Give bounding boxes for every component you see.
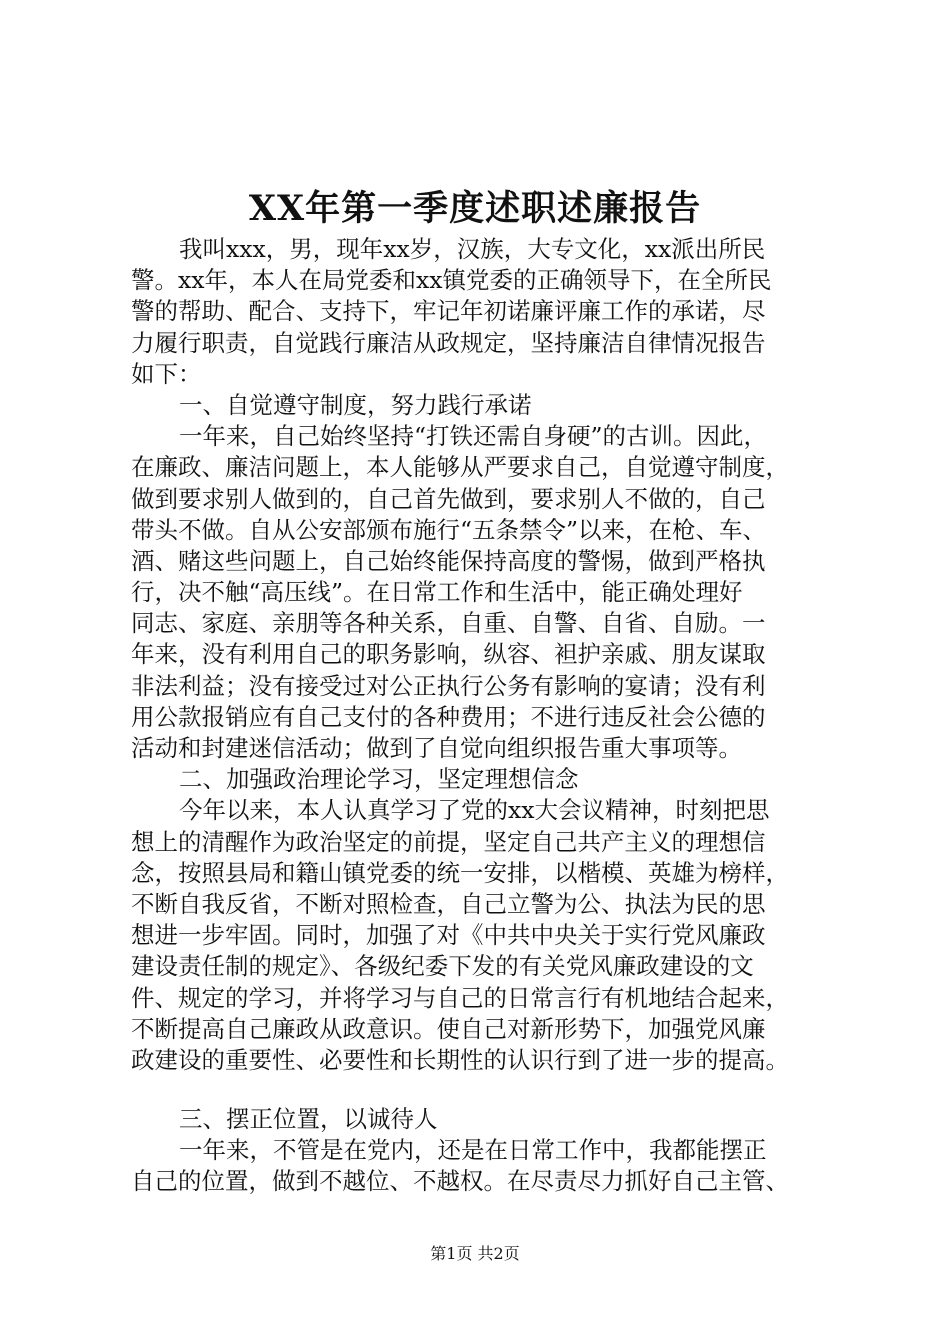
paragraph-line: 想进一步牢固。同时，加强了对《中共中央关于实行党风廉政 [131,921,766,950]
paragraph-line: 建设责任制的规定》、各级纪委下发的有关党风廉政建设的文 [131,952,754,981]
page-number-footer: 第1页 共2页 [430,1244,520,1263]
paragraph-gap [131,1076,851,1104]
section-heading: 二、加强政治理论学习，坚定理想信念 [179,765,579,794]
paragraph-line: 不断自我反省，不断对照检查，自己立警为公、执法为民的思 [131,889,766,918]
paragraph-line: 在廉政、廉洁问题上，本人能够从严要求自己，自觉遵守制度， [131,453,789,482]
paragraph-line: 一年来，不管是在党内，还是在日常工作中，我都能摆正 [179,1136,767,1165]
paragraph-line: 用公款报销应有自己支付的各种费用；不进行违反社会公德的 [131,702,766,731]
paragraph-line: 一年来，自己始终坚持“打铁还需自身硬”的古训。因此， [179,422,768,451]
paragraph-line: 同志、家庭、亲朋等各种关系，自重、自警、自省、自励。一 [131,609,766,638]
paragraph-line: 做到要求别人做到的，自己首先做到，要求别人不做的，自己 [131,484,766,513]
paragraph-line: 活动和封建迷信活动；做到了自觉向组织报告重大事项等。 [131,734,742,762]
paragraph-line: 念，按照县局和籍山镇党委的统一安排，以楷模、英雄为榜样， [131,858,789,887]
paragraph-line: 带头不做。自从公安部颁布施行“五条禁令”以来，在枪、车、 [131,515,767,544]
paragraph-line: 不断提高自己廉政从政意识。使自己对新形势下，加强党风廉 [131,1014,766,1043]
document-body [131,234,851,1198]
paragraph-line: 自己的位置，做到不越位、不越权。在尽责尽力抓好自己主管、 [131,1167,789,1196]
paragraph-line: 今年以来，本人认真学习了党的xx大会议精神，时刻把思 [179,796,770,825]
paragraph-line: 政建设的重要性、必要性和长期性的认识行到了进一步的提高。 [131,1045,789,1074]
paragraph-line: 想上的清醒作为政治坚定的前提，坚定自己共产主义的理想信 [131,827,766,856]
paragraph-line: 警的帮助、配合、支持下，牢记年初诺廉评廉工作的承诺，尽 [131,297,766,326]
paragraph-line: 力履行职责，自觉践行廉洁从政规定，坚持廉洁自律情况报告 [131,328,766,357]
paragraph-line: 如下： [131,359,202,388]
paragraph-line: 我叫xxx，男，现年xx岁，汉族，大专文化，xx派出所民 [179,235,766,263]
document-title: XX年第一季度述职述廉报告 [248,188,702,229]
paragraph-line: 酒、赌这些问题上，自己始终能保持高度的警惕，做到严格执 [131,546,766,575]
paragraph-line: 行，决不触“高压线”。在日常工作和生活中，能正确处理好 [131,578,743,607]
paragraph-line: 非法利益；没有接受过对公正执行公务有影响的宴请；没有利 [131,671,766,700]
paragraph-line: 年来，没有利用自己的职务影响，纵容、袒护亲戚、朋友谋取 [131,640,766,669]
paragraph-line: 警。xx年，本人在局党委和xx镇党委的正确领导下，在全所民 [131,266,772,295]
section-heading: 三、摆正位置，以诚待人 [179,1105,438,1134]
paragraph-line: 件、规定的学习，并将学习与自己的日常言行有机地结合起来， [131,983,789,1012]
section-heading: 一、自觉遵守制度，努力践行承诺 [179,390,532,419]
